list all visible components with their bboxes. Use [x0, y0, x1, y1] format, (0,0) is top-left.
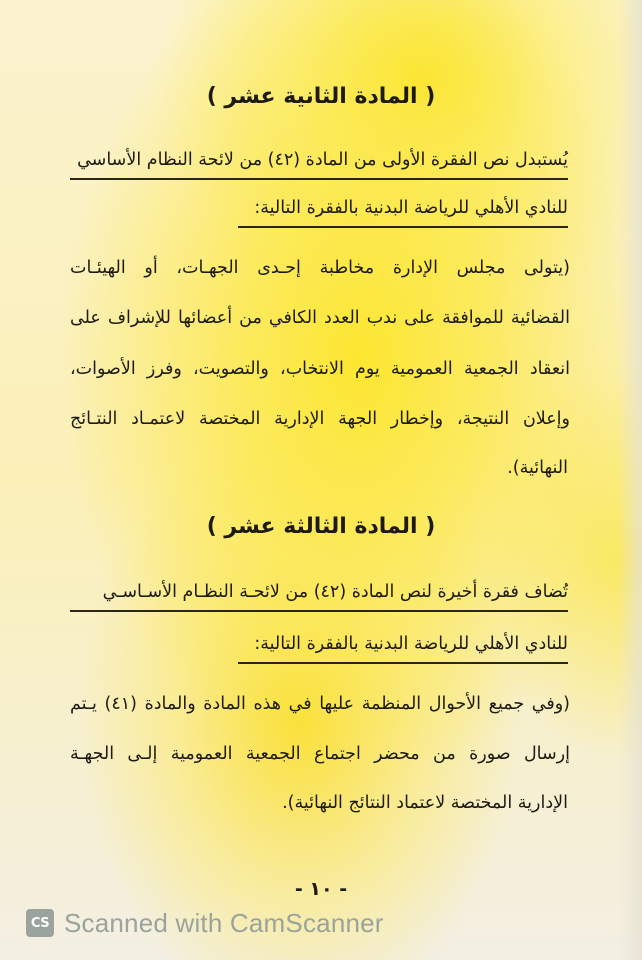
page-edge-shadow — [618, 0, 642, 960]
article-12-intro-line-2: للنادي الأهلي للرياضة البدنية بالفقرة التالية: — [254, 198, 568, 218]
article-13-intro-underline-2 — [238, 662, 568, 664]
camscanner-watermark-text: Scanned with CamScanner — [64, 907, 384, 938]
article-12-intro-underline-2 — [238, 226, 568, 228]
article-12-body-line-4: وإعلان النتيجة، وإخطار الجهة الإدارية المختصة لاعتمـاد النتـائج — [70, 409, 570, 429]
article-13-heading: ( المادة الثالثة عشر ) — [206, 514, 436, 539]
article-13-body-line-3: الإدارية المختصة لاعتماد النتائج النهائية). — [282, 793, 568, 813]
camscanner-watermark — [26, 907, 384, 939]
article-12-body-line-3: انعقاد الجمعية العمومية يوم الانتخاب، والتصويت، وفرز الأصوات، — [70, 359, 570, 379]
article-13-body-line-1: (وفي جميع الأحوال المنظمة عليها في هذه المادة والمادة (٤١) يـتم — [70, 694, 570, 714]
article-13-body-line-2: إرسال صورة من محضر اجتماع الجمعية العمومية إلـى الجهـة — [70, 744, 570, 764]
article-12-intro-underline-1 — [70, 178, 568, 180]
page-number: - ١٠ - — [294, 878, 348, 900]
camscanner-logo-icon: CS — [26, 909, 54, 937]
article-12-body-line-1: (يتولى مجلس الإدارة مخاطبة إحـدى الجهـات، أو الهيئـات — [70, 258, 570, 278]
article-12-intro-line-1: يُستبدل نص الفقرة الأولى من المادة (٤٢) من لائحة النظام الأساسي — [77, 150, 568, 170]
article-12-body-line-5: النهائية). — [507, 458, 568, 478]
article-12-body-line-2: القضائية للموافقة على ندب العدد الكافي من أعضائها للإشراف على — [70, 308, 570, 328]
article-13-intro-underline-1 — [70, 610, 568, 612]
article-13-intro-line-1: تُضاف فقرة أخيرة لنص المادة (٤٢) من لائحـة النظـام الأسـاسـي — [102, 582, 568, 602]
article-13-intro-line-2: للنادي الأهلي للرياضة البدنية بالفقرة التالية: — [254, 634, 568, 654]
article-12-heading: ( المادة الثانية عشر ) — [206, 84, 436, 109]
